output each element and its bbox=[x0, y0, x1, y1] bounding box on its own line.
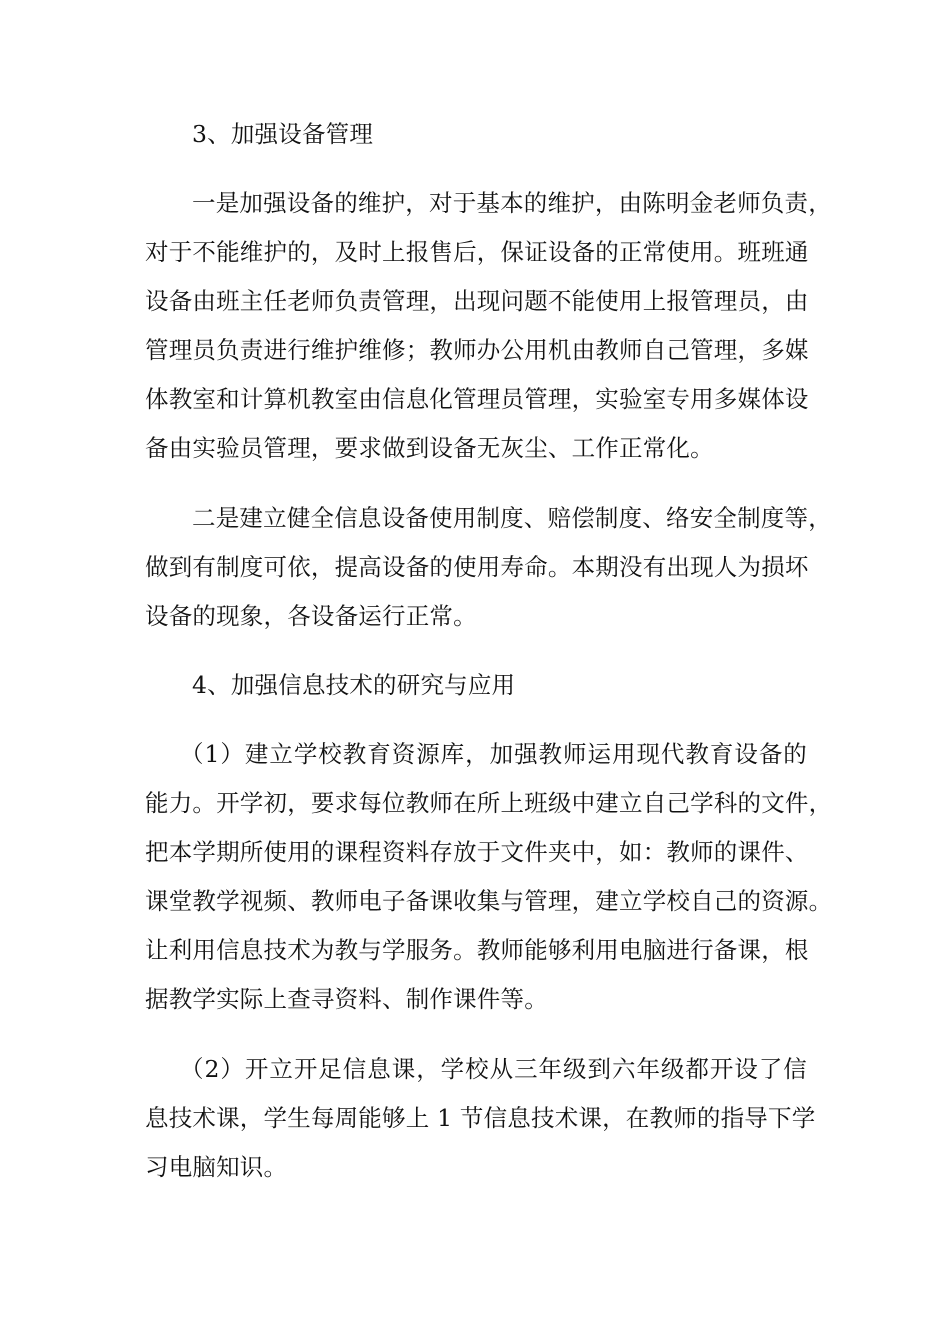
section-4-paragraph-2-line: 息技术课，学生每周能够上 1 节信息技术课，在教师的指导下学 bbox=[145, 1104, 816, 1132]
section-3-heading: 3、加强设备管理 bbox=[192, 120, 374, 148]
section-3-paragraph-2-line: 做到有制度可依，提高设备的使用寿命。本期没有出现人为损坏 bbox=[145, 553, 809, 581]
section-3-paragraph-1-line: 备由实验员管理，要求做到设备无灰尘、工作正常化。 bbox=[145, 434, 714, 462]
section-4-paragraph-2-line: （2）开立开足信息课，学校从三年级到六年级都开设了信 bbox=[180, 1055, 807, 1083]
section-4-heading: 4、加强信息技术的研究与应用 bbox=[192, 671, 516, 699]
section-3-paragraph-1-line: 一是加强设备的维护，对于基本的维护，由陈明金老师负责， bbox=[192, 189, 832, 217]
section-3-paragraph-1-line: 体教室和计算机教室由信息化管理员管理，实验室专用多媒体设 bbox=[145, 385, 809, 413]
section-4-paragraph-1-line: 让利用信息技术为教与学服务。教师能够利用电脑进行备课，根 bbox=[145, 936, 809, 964]
section-4-paragraph-1-line: 据教学实际上查寻资料、制作课件等。 bbox=[145, 985, 548, 1013]
section-4-paragraph-1-line: 把本学期所使用的课程资料存放于文件夹中，如：教师的课件、 bbox=[145, 838, 809, 866]
section-4-paragraph-1-line: 课堂教学视频、教师电子备课收集与管理，建立学校自己的资源。 bbox=[145, 887, 833, 915]
section-3-paragraph-2-line: 二是建立健全信息设备使用制度、赔偿制度、络安全制度等， bbox=[192, 504, 832, 532]
section-4-paragraph-2-line: 习电脑知识。 bbox=[145, 1153, 288, 1181]
section-3-paragraph-1-line: 对于不能维护的，及时上报售后，保证设备的正常使用。班班通 bbox=[145, 238, 809, 266]
section-3-paragraph-1-line: 管理员负责进行维护维修；教师办公用机由教师自己管理，多媒 bbox=[145, 336, 809, 364]
section-4-paragraph-1-line: （1）建立学校教育资源库，加强教师运用现代教育设备的 bbox=[180, 740, 807, 768]
section-3-paragraph-2-line: 设备的现象，各设备运行正常。 bbox=[145, 602, 477, 630]
section-3-paragraph-1-line: 设备由班主任老师负责管理，出现问题不能使用上报管理员，由 bbox=[145, 287, 809, 315]
section-4-paragraph-1-line: 能力。开学初，要求每位教师在所上班级中建立自己学科的文件， bbox=[145, 789, 833, 817]
